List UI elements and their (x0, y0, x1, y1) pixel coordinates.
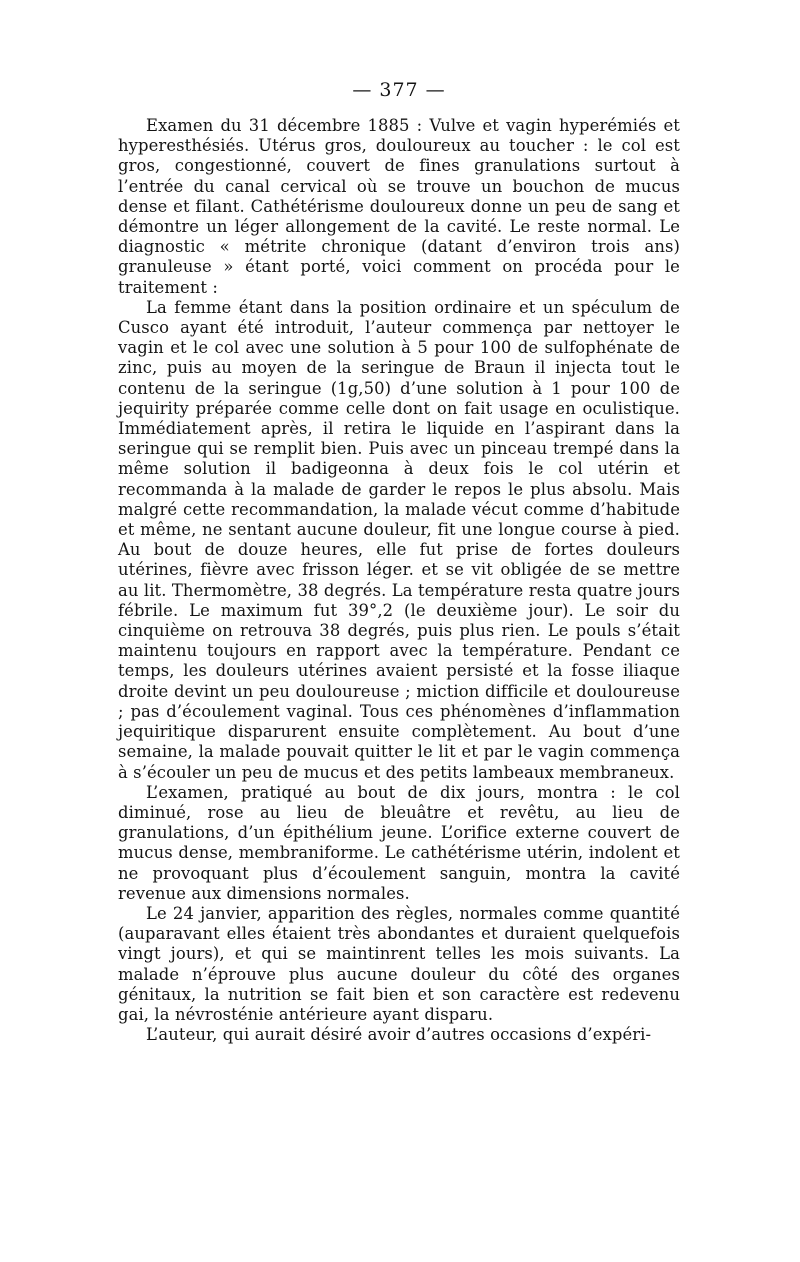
page-number: — 377 — (352, 79, 446, 101)
book-page (118, 78, 680, 1045)
paragraph-follow-up-exam: L’examen, pratiqué au bout de dix jours, montra : le col diminué, rose au lieu de bleuâtre et revêtu, au lieu de granulations, d’un épithélium jeune. L’orifice externe couvert de mucus dense, membraniforme. Le cathétérisme utérin, indolent et ne provoquant plus d’écoulement sanguin, montra la cavité revenue aux dimensions normales. (118, 782, 680, 903)
paragraph-author: L’auteur, qui aurait désiré avoir d’autres occasions d’expéri- (146, 1025, 652, 1045)
paragraph-menses: Le 24 janvier, apparition des règles, normales comme quantité (auparavant elles étaient très abondantes et duraient quelquefois vingt jours), et qui se maintinrent telles les mois suivants. La malade n’éprouve plus aucune douleur du côté des organes génitaux, la nutrition se fait bien et son caractère est redevenu gai, la névrosténie antérieure ayant disparu. (118, 903, 680, 1024)
paragraph-treatment: La femme étant dans la position ordinaire et un spéculum de Cusco ayant été introduit, l’auteur commença par nettoyer le vagin et le col avec une solution à 5 pour 100 de sulfophénate de zinc, puis au moyen de la seringue de Braun il injecta tout le contenu de la seringue (1g,50) d’une solution à 1 pour 100 de jequirity préparée comme celle dont on fait usage en oculistique. Immédiatement après, il retira le liquide en l’aspirant dans la seringue qui se remplit bien. Puis avec un pinceau trempé dans la même solution il badigeonna à deux fois le col utérin et recommanda à la malade de garder le repos le plus absolu. Mais malgré cette recommandation, la malade vécut comme d’habitude et même, ne sentant aucune douleur, fit une longue course à pied. Au bout de douze heures, elle fut prise de fortes douleurs utérines, fièvre avec frisson léger. et se vit obligée de se mettre au lit. Thermomètre, 38 degrés. La température resta quatre jours fébrile. Le maximum fut 39°,2 (le deuxième jour). Le soir du cinquième on retrouva 38 degrés, puis plus rien. Le pouls s’était maintenu toujours en rapport avec la température. Pendant ce temps, les douleurs utérines avaient persisté et la fosse iliaque droite devint un peu douloureuse ; miction difficile et douloureuse ; pas d’écoulement vaginal. Tous ces phénomènes d’inflammation jequiritique disparurent ensuite complètement. Au bout d’une semaine, la malade pouvait quitter le lit et par le vagin commença à s’écouler un peu de mucus et des petits lambeaux membraneux. (118, 297, 680, 782)
paragraph-examination: Examen du 31 décembre 1885 : Vulve et vagin hyperémiés et hyperesthésiés. Utérus gros, douloureux au toucher : le col est gros, congestionné, couvert de fines granulations surtout à l’entrée du canal cervical où se trouve un bouchon de mucus dense et filant. Cathétérisme douloureux donne un peu de sang et démontre un léger allongement de la cavité. Le reste normal. Le diagnostic « métrite chronique (datant d’environ trois ans) granuleuse » étant porté, voici comment on procéda pour le traitement : (118, 116, 680, 297)
